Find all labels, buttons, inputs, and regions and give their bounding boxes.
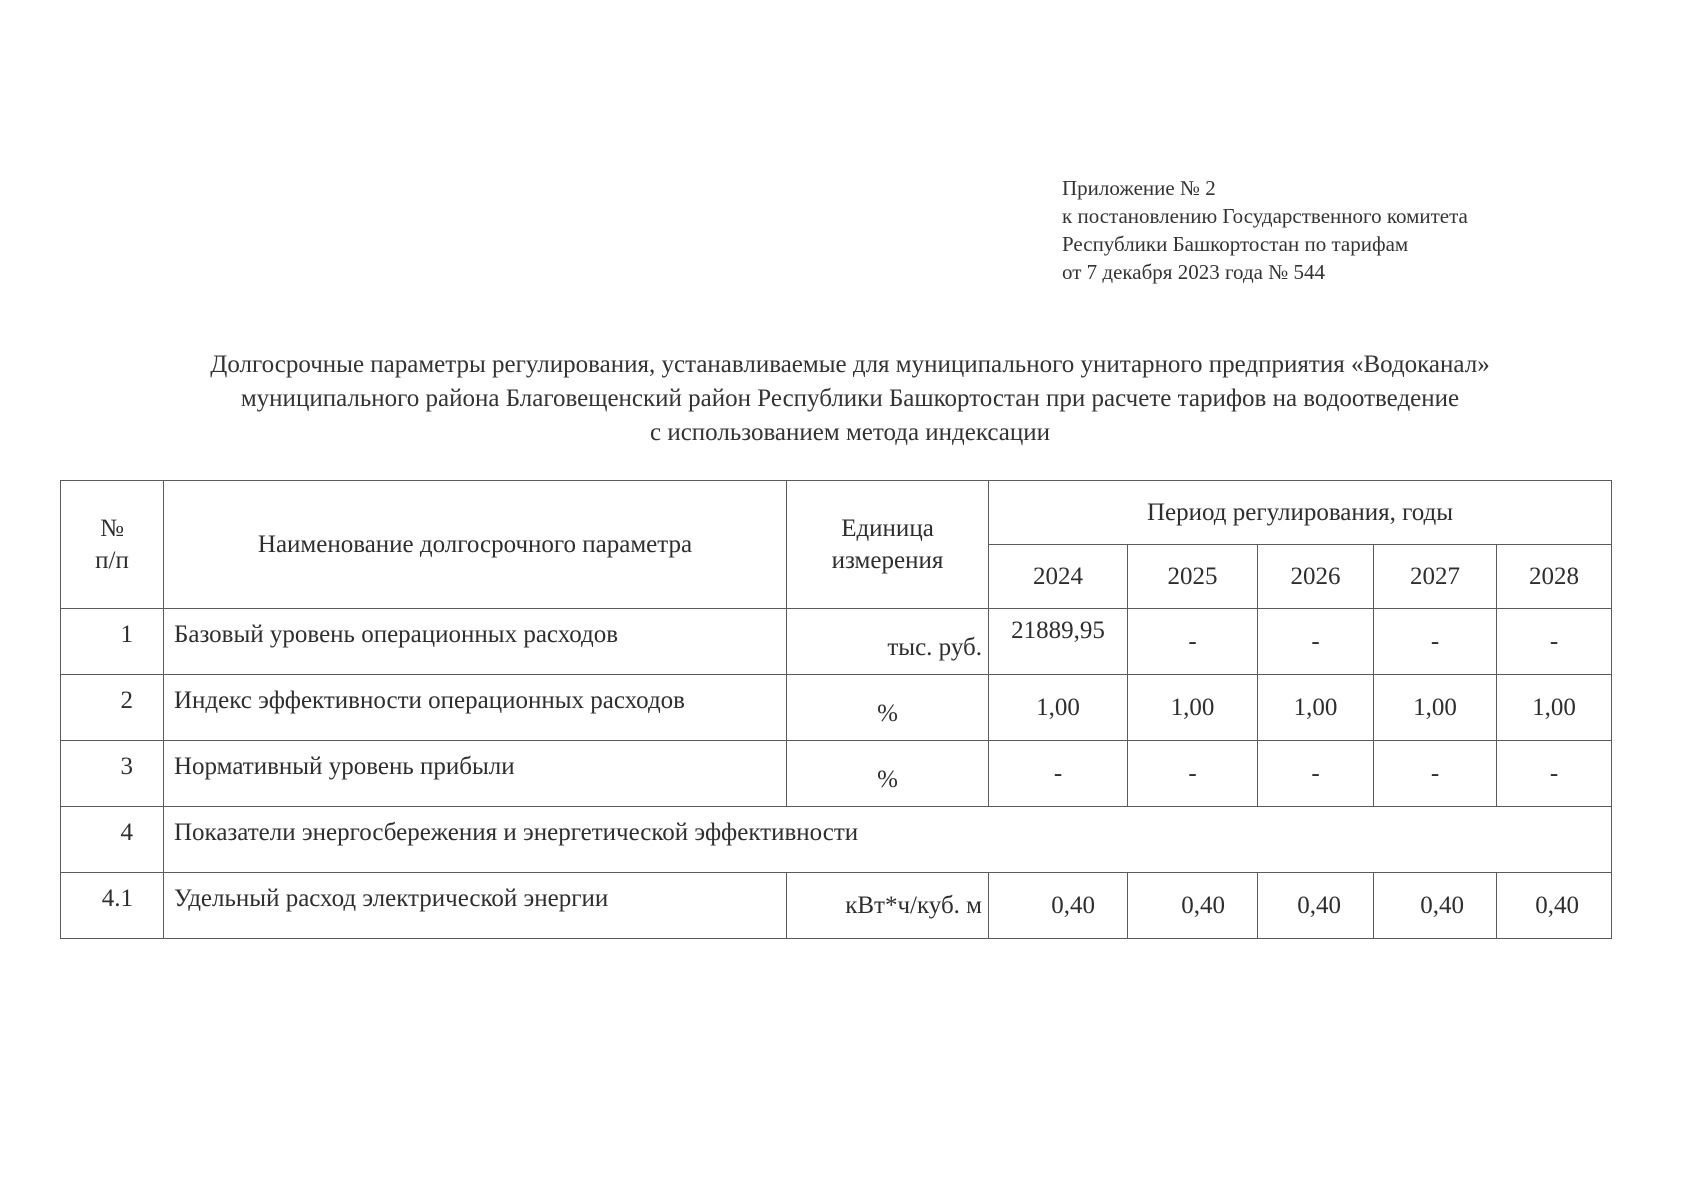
- header-row: [61, 481, 1612, 545]
- row-number: 4.1: [61, 873, 164, 939]
- row-value: -: [1258, 741, 1374, 807]
- header-number: [61, 481, 164, 609]
- row-value: 0,40: [1497, 873, 1612, 939]
- header-unit-line-2: измерения: [831, 546, 944, 574]
- table-row-section: [61, 807, 1612, 873]
- table-row: [61, 873, 1612, 939]
- header-year: 2027: [1374, 545, 1497, 609]
- header-year: 2024: [989, 545, 1128, 609]
- document-title: [60, 348, 1640, 450]
- appendix-line-3: Республики Башкортостан по тарифам: [1062, 232, 1409, 256]
- header-unit: [787, 481, 989, 609]
- row-section-name: Показатели энергосбережения и энергетической эффективности: [164, 807, 1612, 873]
- row-value: 0,40: [989, 873, 1128, 939]
- row-unit: тыс. руб.: [787, 609, 989, 675]
- row-value: 21889,95: [989, 609, 1128, 675]
- table-row: [61, 609, 1612, 675]
- row-value: -: [1497, 741, 1612, 807]
- title-line-1: Долгосрочные параметры регулирования, устанавливаемые для муниципального унитарного предприятия «Водоканал»: [210, 351, 1490, 378]
- row-value: 0,40: [1374, 873, 1497, 939]
- row-value: 1,00: [1497, 675, 1612, 741]
- row-unit: %: [787, 675, 989, 741]
- row-parameter-name: Нормативный уровень прибыли: [164, 741, 787, 807]
- header-number-line-1: №: [100, 514, 124, 542]
- row-value: 1,00: [1128, 675, 1258, 741]
- header-year: 2025: [1128, 545, 1258, 609]
- row-value: -: [1128, 609, 1258, 675]
- table-row: [61, 675, 1612, 741]
- appendix-line-4: от 7 декабря 2023 года № 544: [1062, 260, 1325, 284]
- row-value: 0,40: [1258, 873, 1374, 939]
- row-value: -: [1374, 609, 1497, 675]
- row-parameter-name: Индекс эффективности операционных расходов: [164, 675, 787, 741]
- row-value: -: [1497, 609, 1612, 675]
- row-unit: кВт*ч/куб. м: [787, 873, 989, 939]
- row-parameter-name: Удельный расход электрической энергии: [164, 873, 787, 939]
- row-value: -: [1128, 741, 1258, 807]
- appendix-line-2: к постановлению Государственного комитета: [1062, 204, 1468, 228]
- appendix-line-1: Приложение № 2: [1062, 176, 1216, 200]
- header-period: Период регулирования, годы: [989, 481, 1612, 545]
- parameters-table: [60, 480, 1612, 939]
- row-number: 2: [61, 675, 164, 741]
- table-row: [61, 741, 1612, 807]
- row-value: 0,40: [1128, 873, 1258, 939]
- title-line-2: муниципального района Благовещенский район Республики Башкортостан при расчете тарифов на водоотведение: [240, 385, 1460, 412]
- header-parameter-name: Наименование долгосрочного параметра: [164, 481, 787, 609]
- row-number: 1: [61, 609, 164, 675]
- header-number-line-2: п/п: [95, 546, 129, 574]
- row-unit: %: [787, 741, 989, 807]
- title-line-3: с использованием метода индексации: [649, 419, 1051, 446]
- row-value: 1,00: [1374, 675, 1497, 741]
- row-value: -: [1374, 741, 1497, 807]
- row-number: 3: [61, 741, 164, 807]
- row-value: -: [1258, 609, 1374, 675]
- header-year: 2028: [1497, 545, 1612, 609]
- row-parameter-name: Базовый уровень операционных расходов: [164, 609, 787, 675]
- row-value: 1,00: [1258, 675, 1374, 741]
- appendix-reference: [1062, 174, 1468, 286]
- row-value: -: [989, 741, 1128, 807]
- header-unit-line-1: Единица: [841, 514, 934, 542]
- header-year: 2026: [1258, 545, 1374, 609]
- row-number: 4: [61, 807, 164, 873]
- row-value: 1,00: [989, 675, 1128, 741]
